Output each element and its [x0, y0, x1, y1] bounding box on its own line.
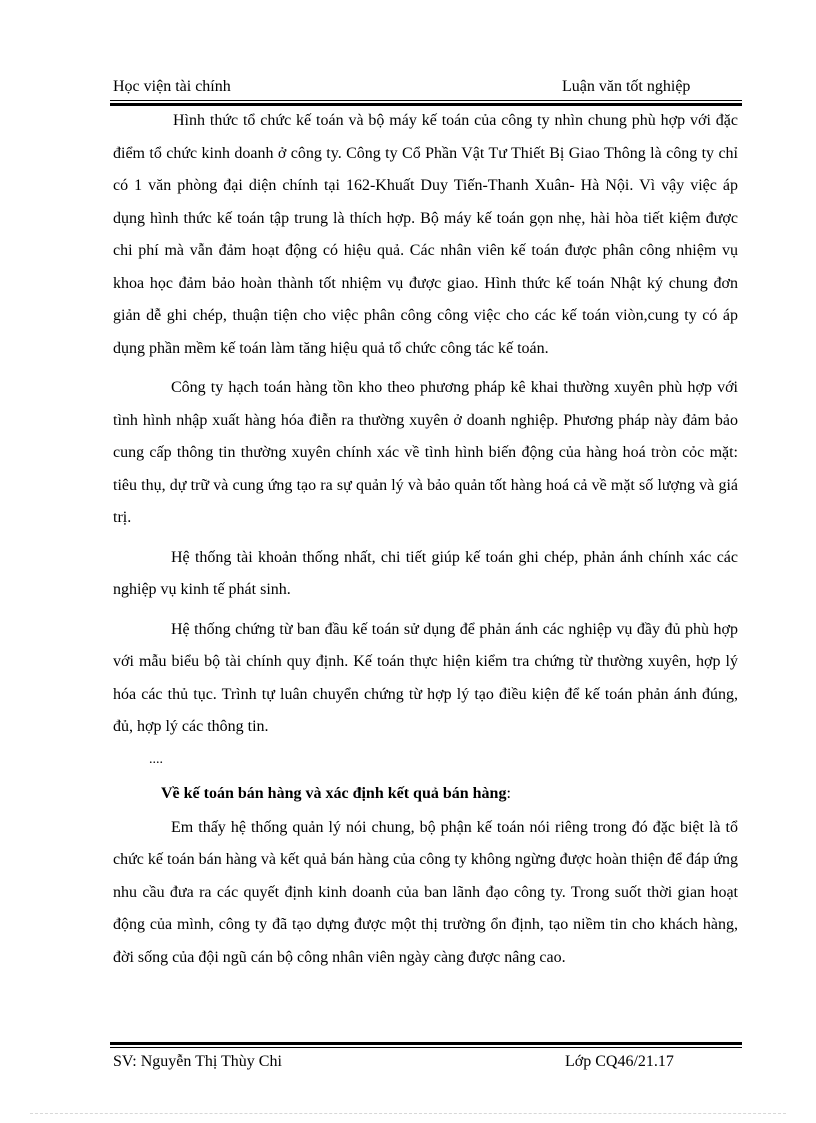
header-rule [110, 100, 742, 101]
section-heading-text: Về kế toán bán hàng và xác định kết quả bán hàng [161, 784, 507, 802]
section-heading-colon: : [506, 784, 511, 802]
ellipsis-marker: .... [149, 751, 163, 767]
page-header [110, 78, 742, 100]
footer-student-name: SV: Nguyễn Thị Thùy Chi [113, 1053, 282, 1070]
paragraph-accounting-organization: Hình thức tổ chức kế toán và bộ máy kế toán của công ty nhìn chung phù hợp với đặc điểm tổ chức kinh doanh ở công ty. Công ty Cổ Phần Vật Tư Thiết Bị Giao Thông là công ty chỉ có 1 văn phòng đại diện chính tại 162-Khuất Duy Tiến-Thanh Xuân- Hà Nội. Vì vậy việc áp dụng hình thức kế toán tập trung là thích hợp. Bộ máy kế toán gọn nhẹ, hài hòa tiết kiệm được chi phí mà vẫn đảm hoạt động có hiệu quả. Các nhân viên kế toán được phân công nhiệm vụ khoa học đảm bảo hoàn thành tốt nhiệm vụ được giao. Hình thức kế toán Nhật ký chung đơn giản dễ ghi chép, thuận tiện cho việc phân công công việc cho các kế toán viòn,cung ty có áp dụng phần mềm kế toán làm tăng hiệu quả tổ chức công tác kế toán. [113, 112, 738, 357]
paragraph-inventory-method: Công ty hạch toán hàng tồn kho theo phương pháp kê khai thường xuyên phù hợp với tình hình nhập xuất hàng hóa điễn ra thường xuyên ở doanh nghiệp. Phương pháp này đảm bảo cung cấp thông tin thường xuyên chính xác về tình hình biến động của hàng hoá tròn cỏc mặt: tiêu thụ, dự trữ và cung ứng tạo ra sự quản lý và bảo quản tốt hàng hoá cả về mặt số lượng và giá trị. [113, 379, 738, 526]
page-boundary-line [30, 1113, 786, 1114]
paragraph-account-system: Hệ thống tài khoản thống nhất, chi tiết giúp kế toán ghi chép, phản ánh chính xác các nghiệp vụ kinh tế phát sinh. [113, 548, 738, 598]
section-heading [113, 776, 738, 812]
footer-class-code: Lớp CQ46/21.17 [565, 1053, 674, 1070]
document-page [110, 72, 742, 1102]
header-document-type: Luận văn tốt nghiệp [562, 78, 691, 95]
document-body [113, 105, 738, 974]
footer-rule [110, 1042, 742, 1045]
header-institution: Học viện tài chính [113, 78, 231, 95]
paragraph-sales-accounting: Em thấy hệ thống quản lý nói chung, bộ phận kế toán nói riêng trong đó đặc biệt là tổ chức kế toán bán hàng và kết quả bán hàng của công ty không ngừng được hoàn thiện để đáp ứng nhu cầu đưa ra các quyết định kinh doanh của ban lãnh đạo công ty. Trong suốt thời gian hoạt động của mình, công ty đã tạo dựng được một thị trường ổn định, tạo niềm tin cho khách hàng, đời sống của đội ngũ cán bộ công nhân viên ngày càng được nâng cao. [113, 818, 738, 966]
paragraph-voucher-system: Hệ thống chứng từ ban đầu kế toán sử dụng để phản ánh các nghiệp vụ đầy đủ phù hợp với mẫu biểu bộ tài chính quy định. Kế toán thực hiện kiểm tra chứng từ thường xuyên, hợp lý hóa các thủ tục. Trình tự luân chuyển chứng từ hợp lý tạo điều kiện để kế toán phản ánh đúng, đủ, hợp lý các thông tin. [113, 620, 738, 735]
